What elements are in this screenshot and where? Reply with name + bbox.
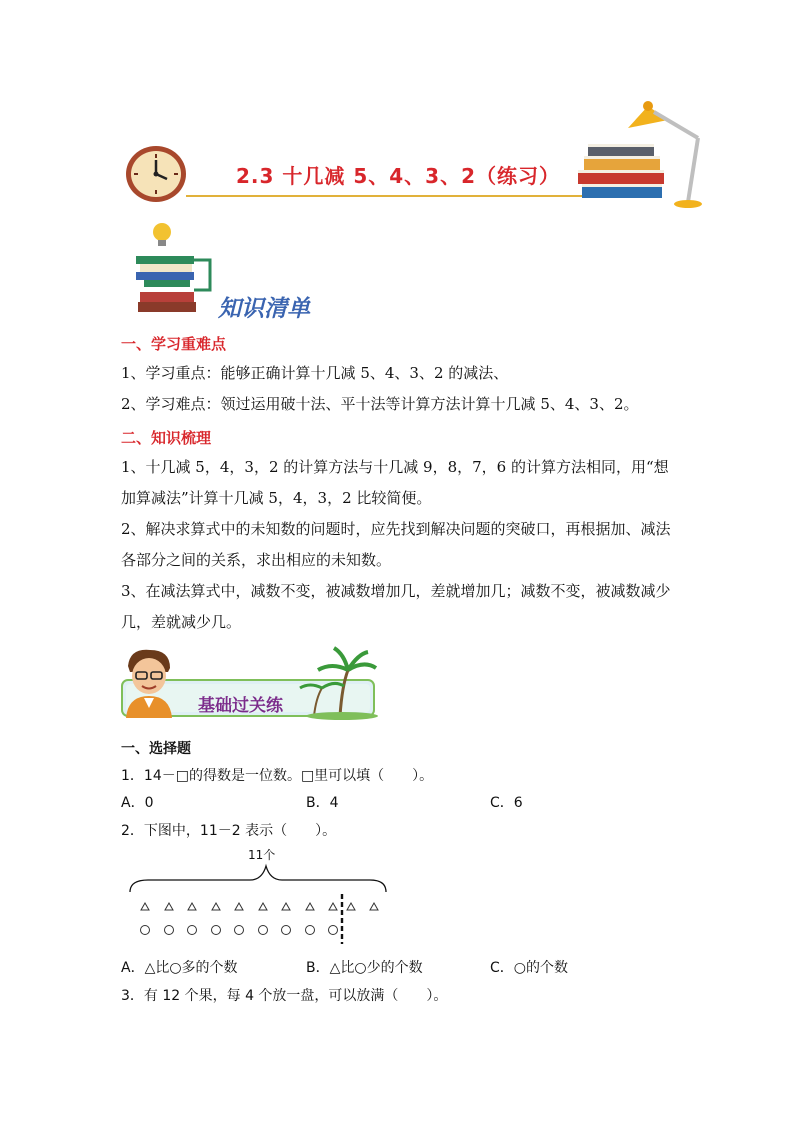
key-point: 1、学习重点：能够正确计算十几减 5、4、3、2 的减法、	[121, 364, 509, 382]
question-1-option-a[interactable]: A．0	[121, 795, 154, 811]
section-heading-choice: 一、选择题	[121, 741, 191, 757]
practice-banner-title: 基础过关练	[198, 696, 283, 716]
page-title: 2.3 十几减 5、4、3、2（练习）	[236, 164, 561, 188]
question-1-option-c[interactable]: C．6	[490, 795, 523, 811]
books-lamp-icon	[576, 98, 708, 210]
knowledge-banner-title: 知识清单	[218, 295, 310, 322]
bulb-books-icon	[132, 220, 218, 316]
question-2-option-b[interactable]: B．△比○少的个数	[306, 960, 423, 976]
section-heading-key-points: 一、学习重难点	[121, 335, 227, 353]
title-underline	[186, 195, 586, 197]
question-3-stem: 3．有 12 个果，每 4 个放一盘，可以放满（ ）。	[121, 988, 448, 1004]
clock-icon	[124, 144, 188, 204]
question-2-option-a[interactable]: A．△比○多的个数	[121, 960, 238, 976]
question-2-stem: 2．下图中，11－2 表示（ ）。	[121, 823, 337, 839]
question-2-option-c[interactable]: C．○的个数	[490, 960, 568, 976]
teacher-avatar	[122, 646, 176, 718]
question-1-option-b[interactable]: B．4	[306, 795, 339, 811]
triangles-circles-figure	[124, 860, 394, 946]
knowledge-item: 3、在减法算式中，减数不变，被减数增加几，差就增加几；减数不变，被减数减少几，差就减少几。	[121, 582, 671, 631]
figure-brace-label: 11个	[248, 848, 276, 862]
question-1-stem: 1．14－□的得数是一位数。□里可以填（ ）。	[121, 768, 434, 784]
knowledge-item: 2、解决求算式中的未知数的问题时，应先找到解决问题的突破口，再根据加、减法各部分之间的关系，求出相应的未知数。	[121, 520, 671, 569]
knowledge-item: 1、十几减 5，4，3，2 的计算方法与十几减 9，8，7，6 的计算方法相同，用“想加算减法”计算十几减 5，4，3，2 比较简便。	[121, 458, 669, 507]
section-heading-knowledge-review: 二、知识梳理	[121, 429, 212, 447]
difficult-point: 2、学习难点：领过运用破十法、平十法等计算方法计算十几减 5、4、3、2。	[121, 395, 639, 413]
